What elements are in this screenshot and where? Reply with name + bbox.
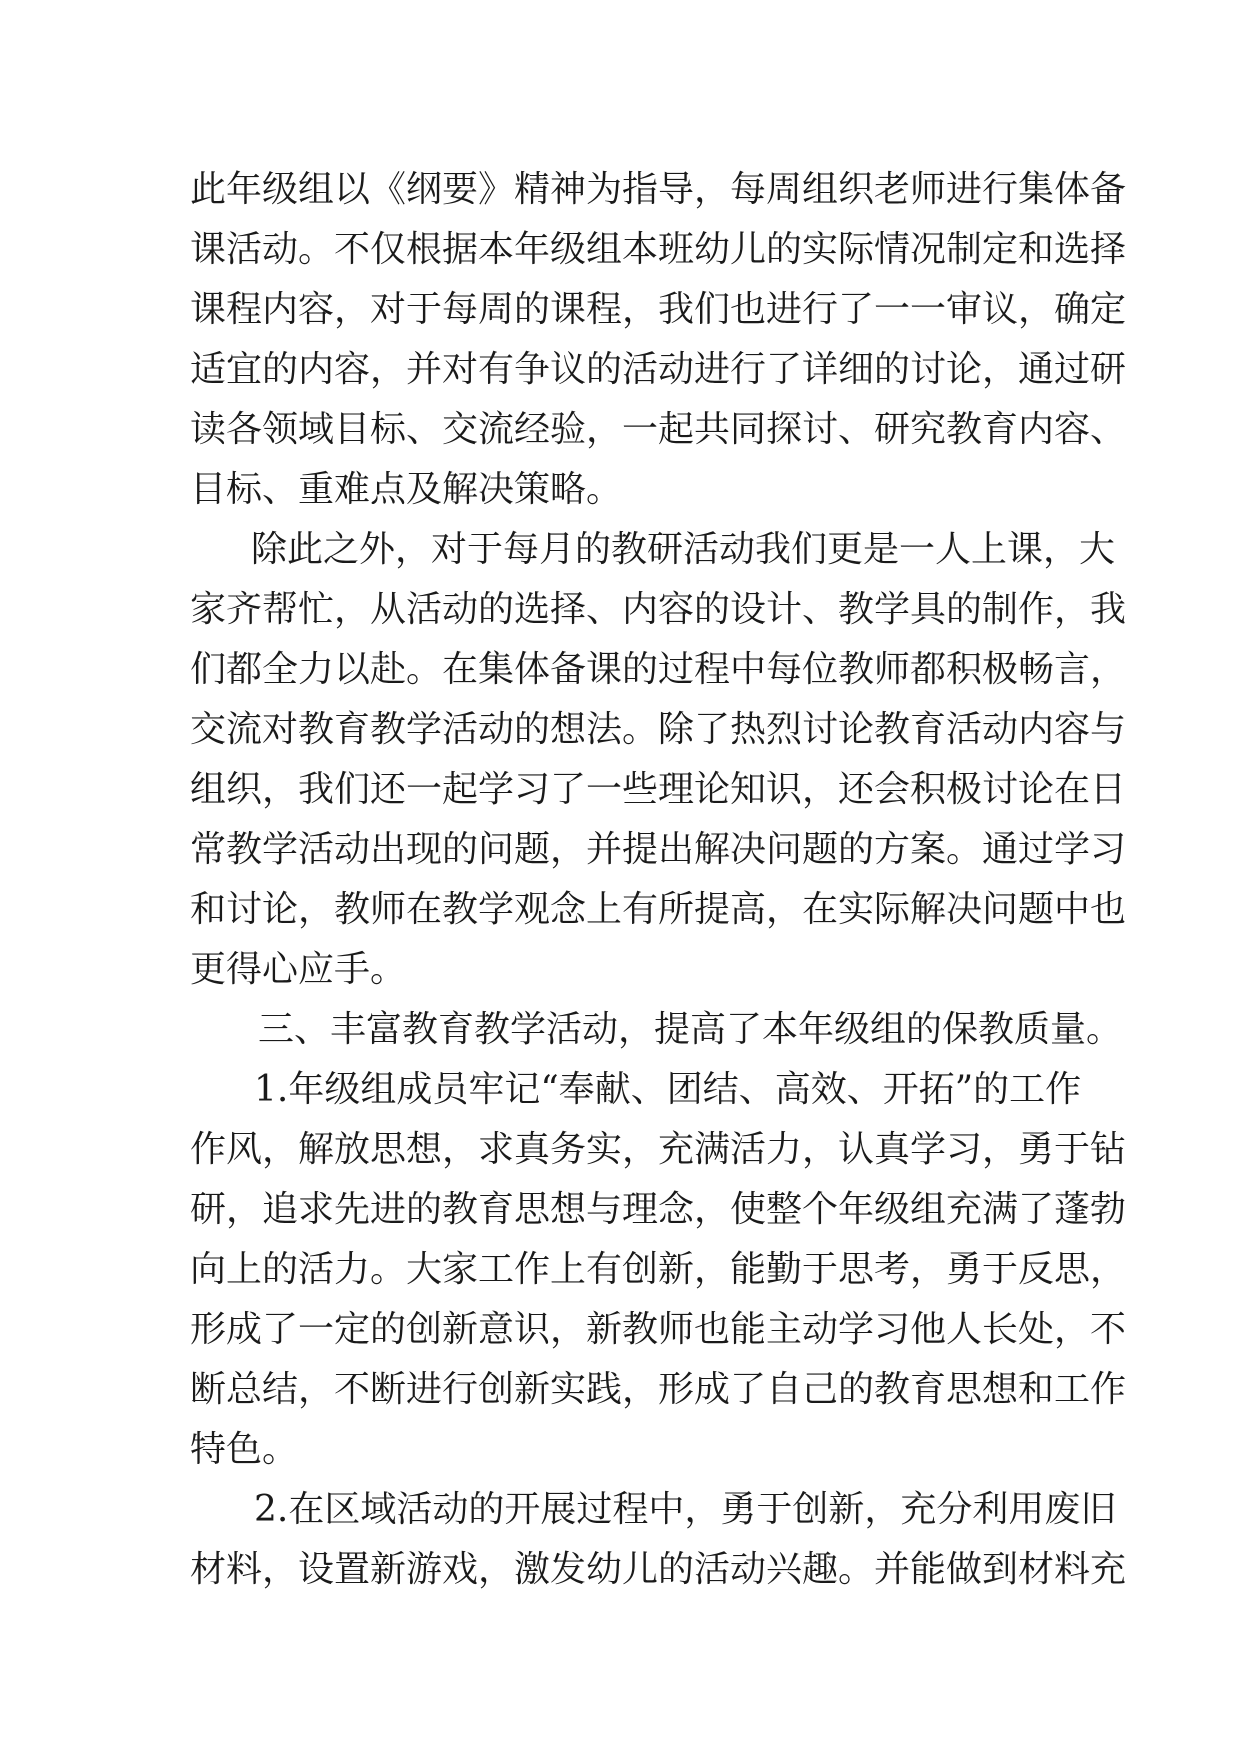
text-line: 常教学活动出现的问题，并提出解决问题的方案。通过学习 xyxy=(190,829,1127,870)
text-line: 读各领域目标、交流经验，一起共同探讨、研究教育内容、 xyxy=(190,409,1127,450)
text-line: 1.年级组成员牢记“奉献、团结、高效、开拓”的工作 xyxy=(254,1069,1082,1110)
text-line: 和讨论，教师在教学观念上有所提高，在实际解决问题中也 xyxy=(190,889,1127,930)
paragraph-teaching-research xyxy=(190,520,1127,1000)
text-line: 课程内容，对于每周的课程，我们也进行了一一审议，确定 xyxy=(190,289,1127,330)
text-line: 此年级组以《纲要》精神为指导，每周组织老师进行集体备 xyxy=(190,169,1127,210)
text-line: 课活动。不仅根据本年级组本班幼儿的实际情况制定和选择 xyxy=(190,229,1127,270)
text-line: 适宜的内容，并对有争议的活动进行了详细的讨论，通过研 xyxy=(190,349,1127,390)
paragraph-collective-lesson-prep xyxy=(190,160,1127,520)
text-line: 目标、重难点及解决策略。 xyxy=(190,469,623,510)
text-line: 组织，我们还一起学习了一些理论知识，还会积极讨论在日 xyxy=(190,769,1127,810)
text-line: 特色。 xyxy=(190,1429,299,1470)
section-heading: 三、丰富教育教学活动，提高了本年级组的保教质量。 xyxy=(258,1009,1123,1050)
text-line: 向上的活力。大家工作上有创新，能勤于思考，勇于反思， xyxy=(190,1249,1127,1290)
text-line: 交流对教育教学活动的想法。除了热烈讨论教育活动内容与 xyxy=(190,709,1127,750)
text-line: 更得心应手。 xyxy=(190,949,407,990)
text-line: 家齐帮忙，从活动的选择、内容的设计、教学具的制作，我 xyxy=(190,589,1127,630)
text-line: 研，追求先进的教育思想与理念，使整个年级组充满了蓬勃 xyxy=(190,1189,1127,1230)
section-heading-3 xyxy=(190,1000,1123,1060)
document-body xyxy=(190,160,1127,1600)
text-line: 材料，设置新游戏，激发幼儿的活动兴趣。并能做到材料充 xyxy=(190,1549,1127,1590)
paragraph-item-2 xyxy=(190,1480,1127,1600)
text-line: 们都全力以赴。在集体备课的过程中每位教师都积极畅言， xyxy=(190,649,1127,690)
paragraph-item-1 xyxy=(190,1060,1127,1480)
text-line: 断总结，不断进行创新实践，形成了自己的教育思想和工作 xyxy=(190,1369,1127,1410)
text-line: 形成了一定的创新意识，新教师也能主动学习他人长处，不 xyxy=(190,1309,1127,1350)
text-line: 2.在区域活动的开展过程中，勇于创新，充分利用废旧 xyxy=(254,1489,1117,1530)
text-line: 除此之外，对于每月的教研活动我们更是一人上课，大 xyxy=(251,529,1116,570)
text-line: 作风，解放思想，求真务实，充满活力，认真学习，勇于钻 xyxy=(190,1129,1127,1170)
